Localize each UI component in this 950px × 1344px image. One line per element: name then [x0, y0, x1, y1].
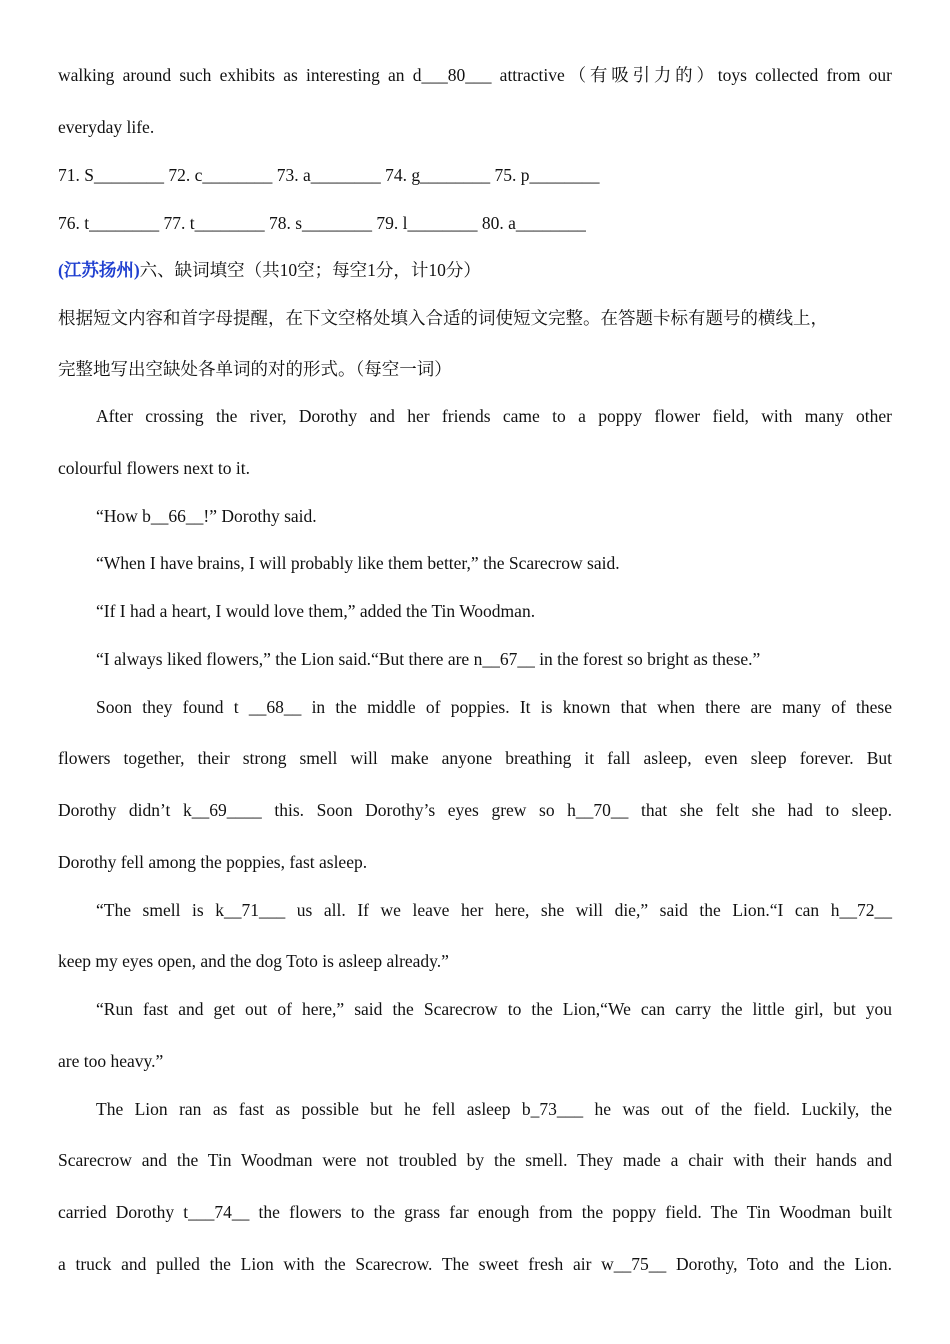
instruction-line: 根据短文内容和首字母提醒，在下文空格处填入合适的词使短文完整。在答题卡标有题号的横线上， — [58, 308, 828, 328]
answer-line: 76. t________ 77. t________ 78. s________ 79. l________ 80. a________ — [58, 213, 586, 233]
passage-line: colourful flowers next to it. — [58, 458, 250, 478]
section-heading — [58, 259, 892, 281]
passage-line: Scarecrow and the Tin Woodman were not troubled by the smell. They made a chair with their hands and — [58, 1150, 892, 1170]
passage-line: Dorothy fell among the poppies, fast asleep. — [58, 852, 368, 872]
passage-line: “Run fast and get out of here,” said the Scarecrow to the Lion,“We can carry the little girl, but you — [96, 999, 892, 1019]
passage-line: “The smell is k__71___ us all. If we leave her here, she will die,” said the Lion.“I can h__72__ — [96, 900, 892, 920]
passage-line: carried Dorothy t___74__ the flowers to the grass far enough from the poppy field. The Tin Woodman built — [58, 1202, 892, 1222]
passage-line: are too heavy.” — [58, 1051, 164, 1071]
passage-line: “How b__66__!” Dorothy said. — [96, 506, 317, 526]
passage-line: “I always liked flowers,” the Lion said.“But there are n__67__ in the forest so bright as these.” — [96, 649, 761, 669]
text-line: walking around such exhibits as interesting an d___80___ attractive（有吸引力的）toys collected from our — [58, 65, 892, 85]
passage-line: Dorothy didn’t k__69____ this. Soon Dorothy’s eyes grew so h__70__ that she felt she had to sleep. — [58, 800, 892, 820]
passage-line: The Lion ran as fast as possible but he fell asleep b_73___ he was out of the field. Luckily, the — [96, 1099, 892, 1119]
passage-line: “If I had a heart, I would love them,” added the Tin Woodman. — [96, 601, 536, 621]
passage-line: flowers together, their strong smell will make anyone breathing it fall asleep, even sleep forever. But — [58, 748, 892, 768]
passage-line: a truck and pulled the Lion with the Scarecrow. The sweet fresh air w__75__ Dorothy, Toto and the Lion. — [58, 1254, 892, 1274]
section-title: 六、缺词填空（共10空；每空1分，计10分） — [139, 260, 481, 280]
passage-line: After crossing the river, Dorothy and her friends came to a poppy flower field, with many other — [96, 406, 892, 426]
source-label: (江苏扬州) — [58, 260, 140, 280]
passage-line: keep my eyes open, and the dog Toto is asleep already.” — [58, 951, 449, 971]
answer-line: 71. S________ 72. c________ 73. a________ 74. g________ 75. p________ — [58, 165, 600, 185]
text-line: everyday life. — [58, 117, 155, 137]
passage-line: “When I have brains, I will probably like them better,” the Scarecrow said. — [96, 553, 620, 573]
instruction-line: 完整地写出空缺处各单词的对的形式。（每空一词） — [58, 359, 452, 379]
passage-line: Soon they found t __68__ in the middle of poppies. It is known that when there are many of these — [96, 697, 892, 717]
